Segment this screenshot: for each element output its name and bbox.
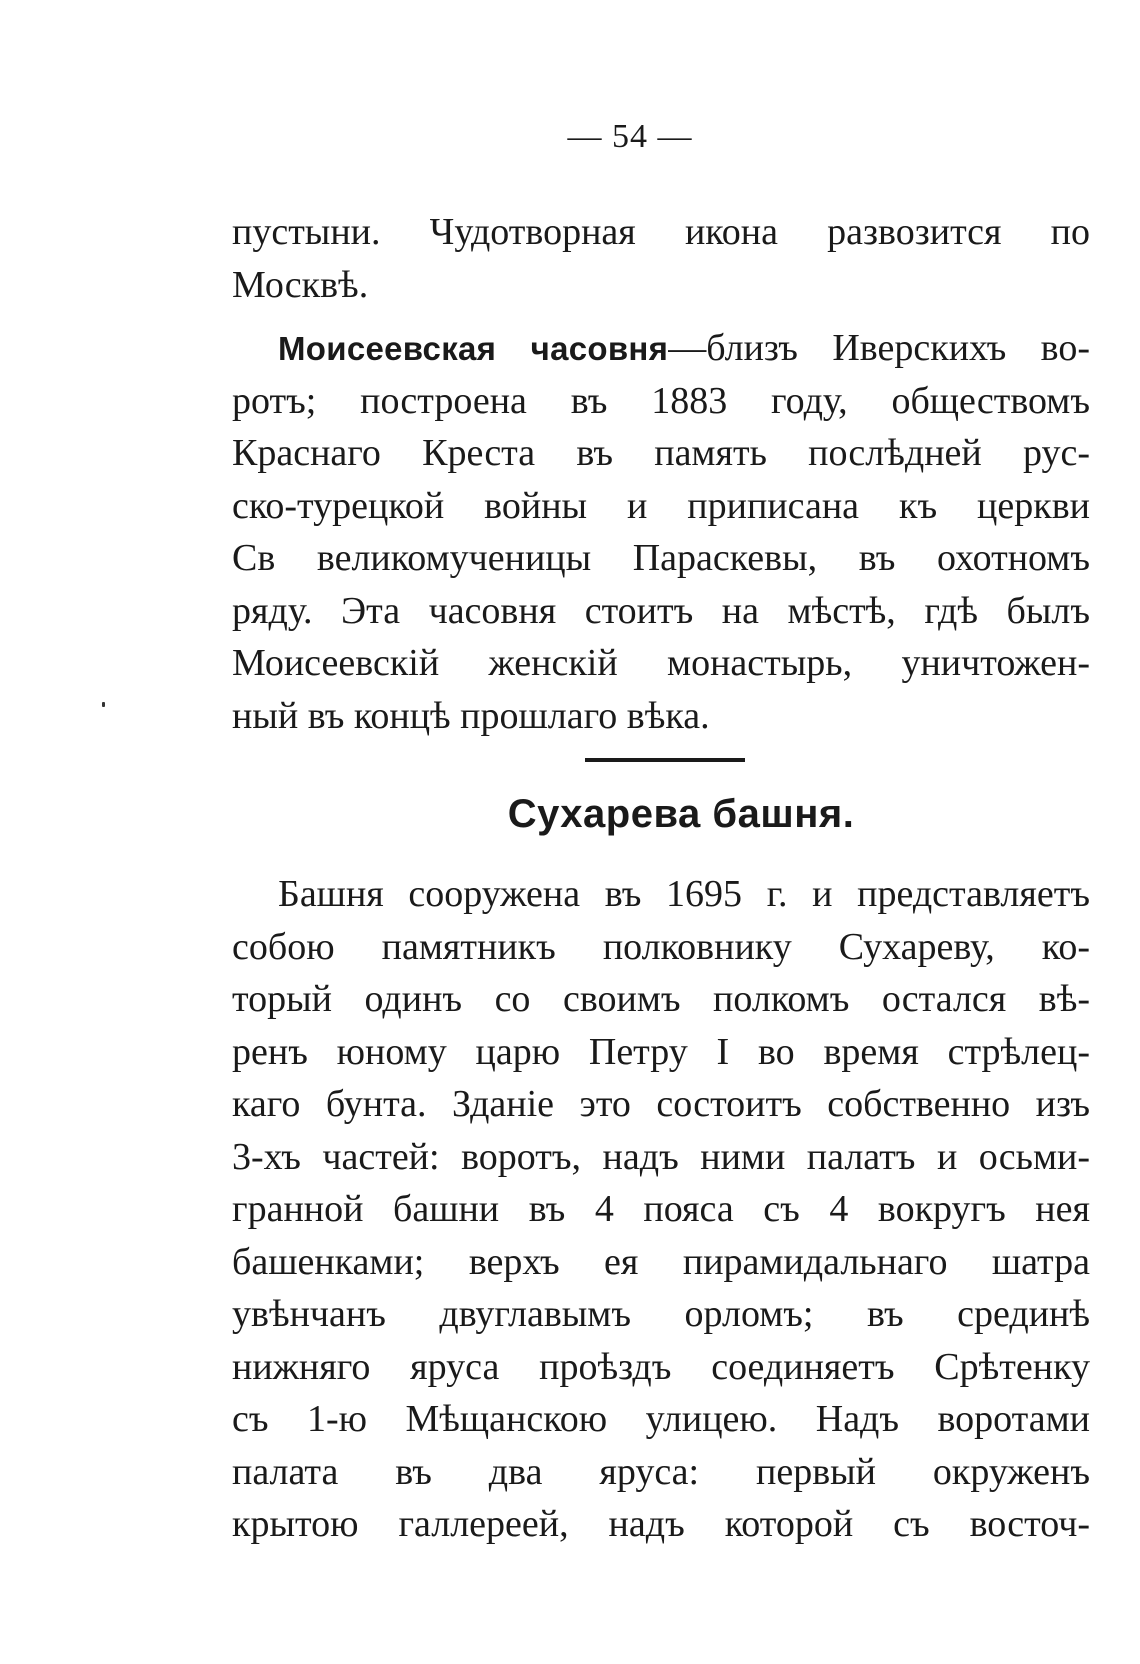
text-line: увѣнчанъ двуглавымъ орломъ; въ срединѣ [232, 1293, 1090, 1335]
text-fragment: —близъ Иверскихъ во- [668, 327, 1090, 369]
section-divider [585, 758, 745, 762]
ink-speck [102, 702, 105, 707]
text-line: Москвѣ. [232, 263, 369, 306]
text-line: торый одинъ со своимъ полкомъ остался вѣ- [232, 978, 1090, 1020]
text-line: собою памятникъ полковнику Сухареву, ко- [232, 925, 1090, 968]
text-line: гранной башни въ 4 пояса съ 4 вокругъ нея [232, 1188, 1090, 1230]
text-line: нижняго яруса проѣздъ соединяетъ Срѣтенку [232, 1345, 1090, 1388]
text-line: Моисеевскій женскій монастырь, уничтожен- [232, 642, 1090, 684]
text-line: каго бунта. Зданіе это состоитъ собственно изъ [232, 1083, 1090, 1125]
text-line: Краснаго Креста въ память послѣдней рус- [232, 432, 1090, 474]
text-line: Башня сооружена въ 1695 г. и представляетъ [278, 873, 1090, 915]
section-heading: Сухарева башня. [507, 792, 855, 836]
text-line: 3-хъ частей: воротъ, надъ ними палатъ и осьми- [232, 1135, 1090, 1178]
paragraph-sukhareva-tower [232, 868, 1090, 1551]
text-line: ряду. Эта часовня стоитъ на мѣстѣ, гдѣ былъ [232, 589, 1090, 632]
text-line [232, 322, 1090, 375]
text-line: пустыни. Чудотворная икона развозится по [232, 211, 1090, 253]
chapel-name: Моисеевская часовня [278, 330, 669, 367]
text-line: башенками; верхъ ея пирамидальнаго шатра [232, 1240, 1090, 1283]
paragraph-moiseevskaya-chapel [232, 322, 1090, 742]
text-line: ный въ концѣ прошлаго вѣка. [232, 694, 710, 737]
text-line: Св великомученицы Параскевы, въ охотномъ [232, 537, 1090, 579]
text-line: ренъ юному царю Петру I во время стрѣлец- [232, 1030, 1090, 1073]
text-line: съ 1-ю Мѣщанскою улицею. Надъ воротами [232, 1398, 1090, 1440]
text-line: ско-турецкой войны и приписана къ церкви [232, 484, 1090, 527]
text-line: палата въ два яруса: первый окруженъ [232, 1450, 1090, 1493]
text-line: ротъ; построена въ 1883 году, обществомъ [232, 379, 1090, 422]
paragraph-continued [232, 206, 1090, 311]
text-line: крытою галлереей, надъ которой съ восточ- [232, 1503, 1090, 1545]
page-number: — 54 — [567, 118, 693, 155]
